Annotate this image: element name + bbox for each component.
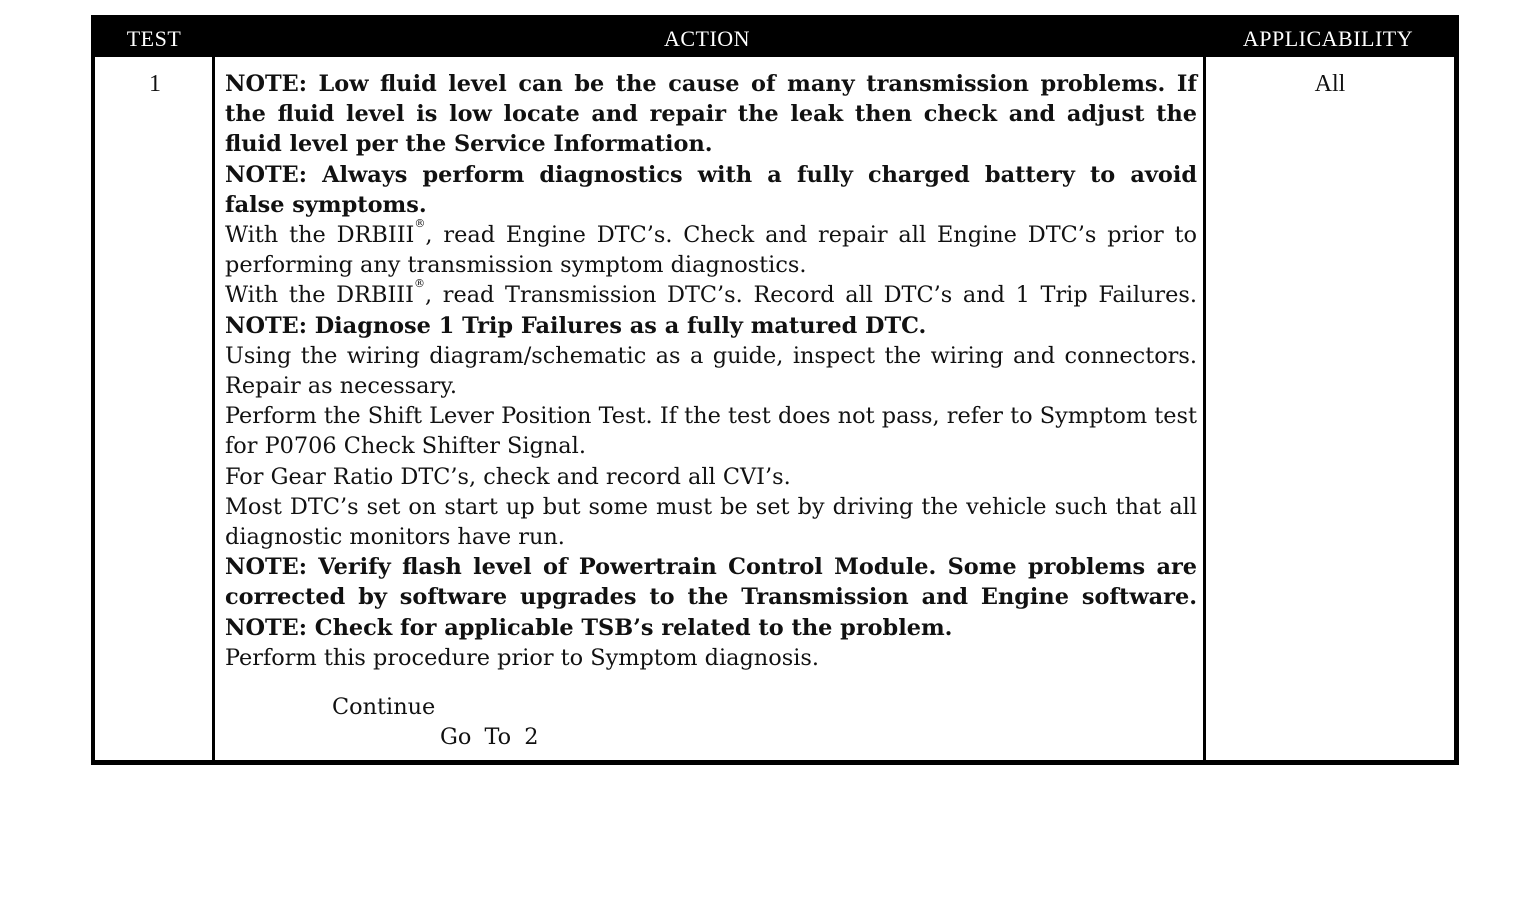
instruction-line: for P0706 Check Shifter Signal. (225, 433, 586, 460)
goto-step[interactable] (440, 724, 539, 750)
action-text (225, 69, 1197, 673)
applicability-value: All (1314, 71, 1346, 97)
instruction-line: Repair as necessary. (225, 373, 458, 400)
note-line: NOTE: Diagnose 1 Trip Failures as a fully matured DTC. (225, 312, 927, 339)
instruction-line: Using the wiring diagram/schematic as a guide, inspect the wiring and connectors. (225, 342, 1197, 369)
instruction-line: With the DRBIII®, read Engine DTC’s. Check and repair all Engine DTC’s prior to (225, 217, 1197, 249)
note-line: fluid level per the Service Information. (225, 131, 713, 158)
instruction-line: For Gear Ratio DTC’s, check and record all CVI’s. (225, 463, 791, 490)
note-line: NOTE: Always perform diagnostics with a fully charged battery to avoid (225, 161, 1197, 188)
registered-mark: ® (413, 277, 425, 291)
goto-label: Go To (440, 724, 512, 750)
note-line: corrected by software upgrades to the Transmission and Engine software. (225, 584, 1197, 611)
instruction-line: Most DTC’s set on start up but some must be set by driving the vehicle such that all (225, 493, 1197, 520)
note-line: NOTE: Verify flash level of Powertrain Control Module. Some problems are (225, 554, 1197, 581)
column-divider (1203, 57, 1206, 760)
note-line: NOTE: Check for applicable TSB’s related to the problem. (225, 614, 953, 641)
registered-mark: ® (414, 217, 426, 231)
instruction-line: diagnostic monitors have run. (225, 524, 565, 551)
header-test: TEST (126, 26, 182, 51)
header-action: ACTION (663, 26, 751, 51)
instruction-line: Perform this procedure prior to Symptom diagnosis. (225, 644, 819, 671)
note-line: false symptoms. (225, 191, 427, 218)
note-line: NOTE: Low fluid level can be the cause of many transmission problems. If (225, 71, 1197, 97)
header-applicability: APPLICABILITY (1242, 26, 1414, 51)
column-divider (212, 57, 215, 760)
diagnostic-test-table (91, 15, 1459, 765)
test-number: 1 (149, 71, 161, 97)
table-header-row (95, 19, 1454, 57)
goto-target[interactable]: 2 (524, 724, 539, 750)
instruction-line: performing any transmission symptom diagnostics. (225, 252, 807, 279)
note-line: the fluid level is low locate and repair the leak then check and adjust the (225, 101, 1197, 128)
instruction-line: With the DRBIII®, read Transmission DTC’s. Record all DTC’s and 1 Trip Failures. (225, 277, 1197, 309)
instruction-line: Perform the Shift Lever Position Test. If the test does not pass, refer to Symptom test (225, 403, 1197, 430)
continue-label: Continue (332, 694, 436, 720)
